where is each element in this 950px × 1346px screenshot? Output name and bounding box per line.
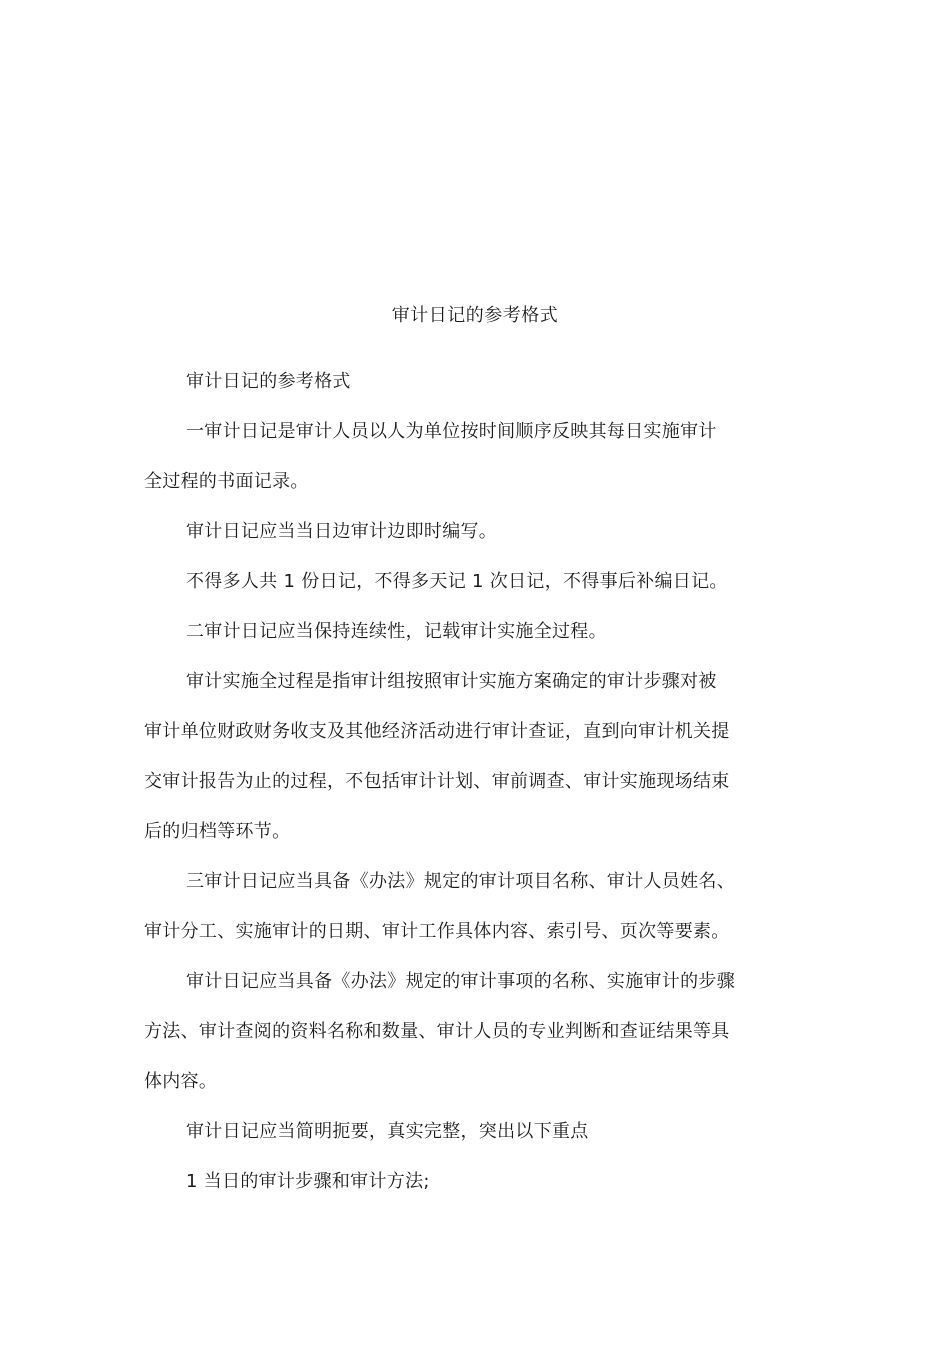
paragraph-line: 方法、审计查阅的资料名称和数量、审计人员的专业判断和查证结果等具 <box>144 1021 730 1042</box>
paragraph-line: 1 当日的审计步骤和审计方法; <box>186 1171 430 1192</box>
paragraph-line: 二审计日记应当保持连续性，记载审计实施全过程。 <box>186 621 607 642</box>
paragraph-line: 后的归档等环节。 <box>144 821 291 842</box>
paragraph-line: 审计日记应当简明扼要，真实完整，突出以下重点 <box>186 1121 589 1142</box>
document-title: 审计日记的参考格式 <box>391 305 559 326</box>
paragraph-line: 审计实施全过程是指审计组按照审计实施方案确定的审计步骤对被 <box>186 671 717 692</box>
paragraph-line: 不得多人共 1 份日记，不得多天记 1 次日记，不得事后补编日记。 <box>186 571 728 592</box>
paragraph-line: 审计分工、实施审计的日期、审计工作具体内容、索引号、页次等要素。 <box>144 921 730 942</box>
paragraph-line: 审计单位财政财务收支及其他经济活动进行审计查证，直到向审计机关提 <box>144 721 730 742</box>
paragraph-line: 审计日记的参考格式 <box>186 371 351 392</box>
paragraph-line: 一审计日记是审计人员以人为单位按时间顺序反映其每日实施审计 <box>186 421 717 442</box>
paragraph-line: 交审计报告为止的过程，不包括审计计划、审前调查、审计实施现场结束 <box>144 771 730 792</box>
paragraph-line: 体内容。 <box>144 1071 218 1092</box>
paragraph-line: 全过程的书面记录。 <box>144 471 309 492</box>
paragraph-line: 三审计日记应当具备《办法》规定的审计项目名称、审计人员姓名、 <box>186 871 735 892</box>
paragraph-line: 审计日记应当当日边审计边即时编写。 <box>186 521 498 542</box>
paragraph-line: 审计日记应当具备《办法》规定的审计事项的名称、实施审计的步骤 <box>186 971 735 992</box>
